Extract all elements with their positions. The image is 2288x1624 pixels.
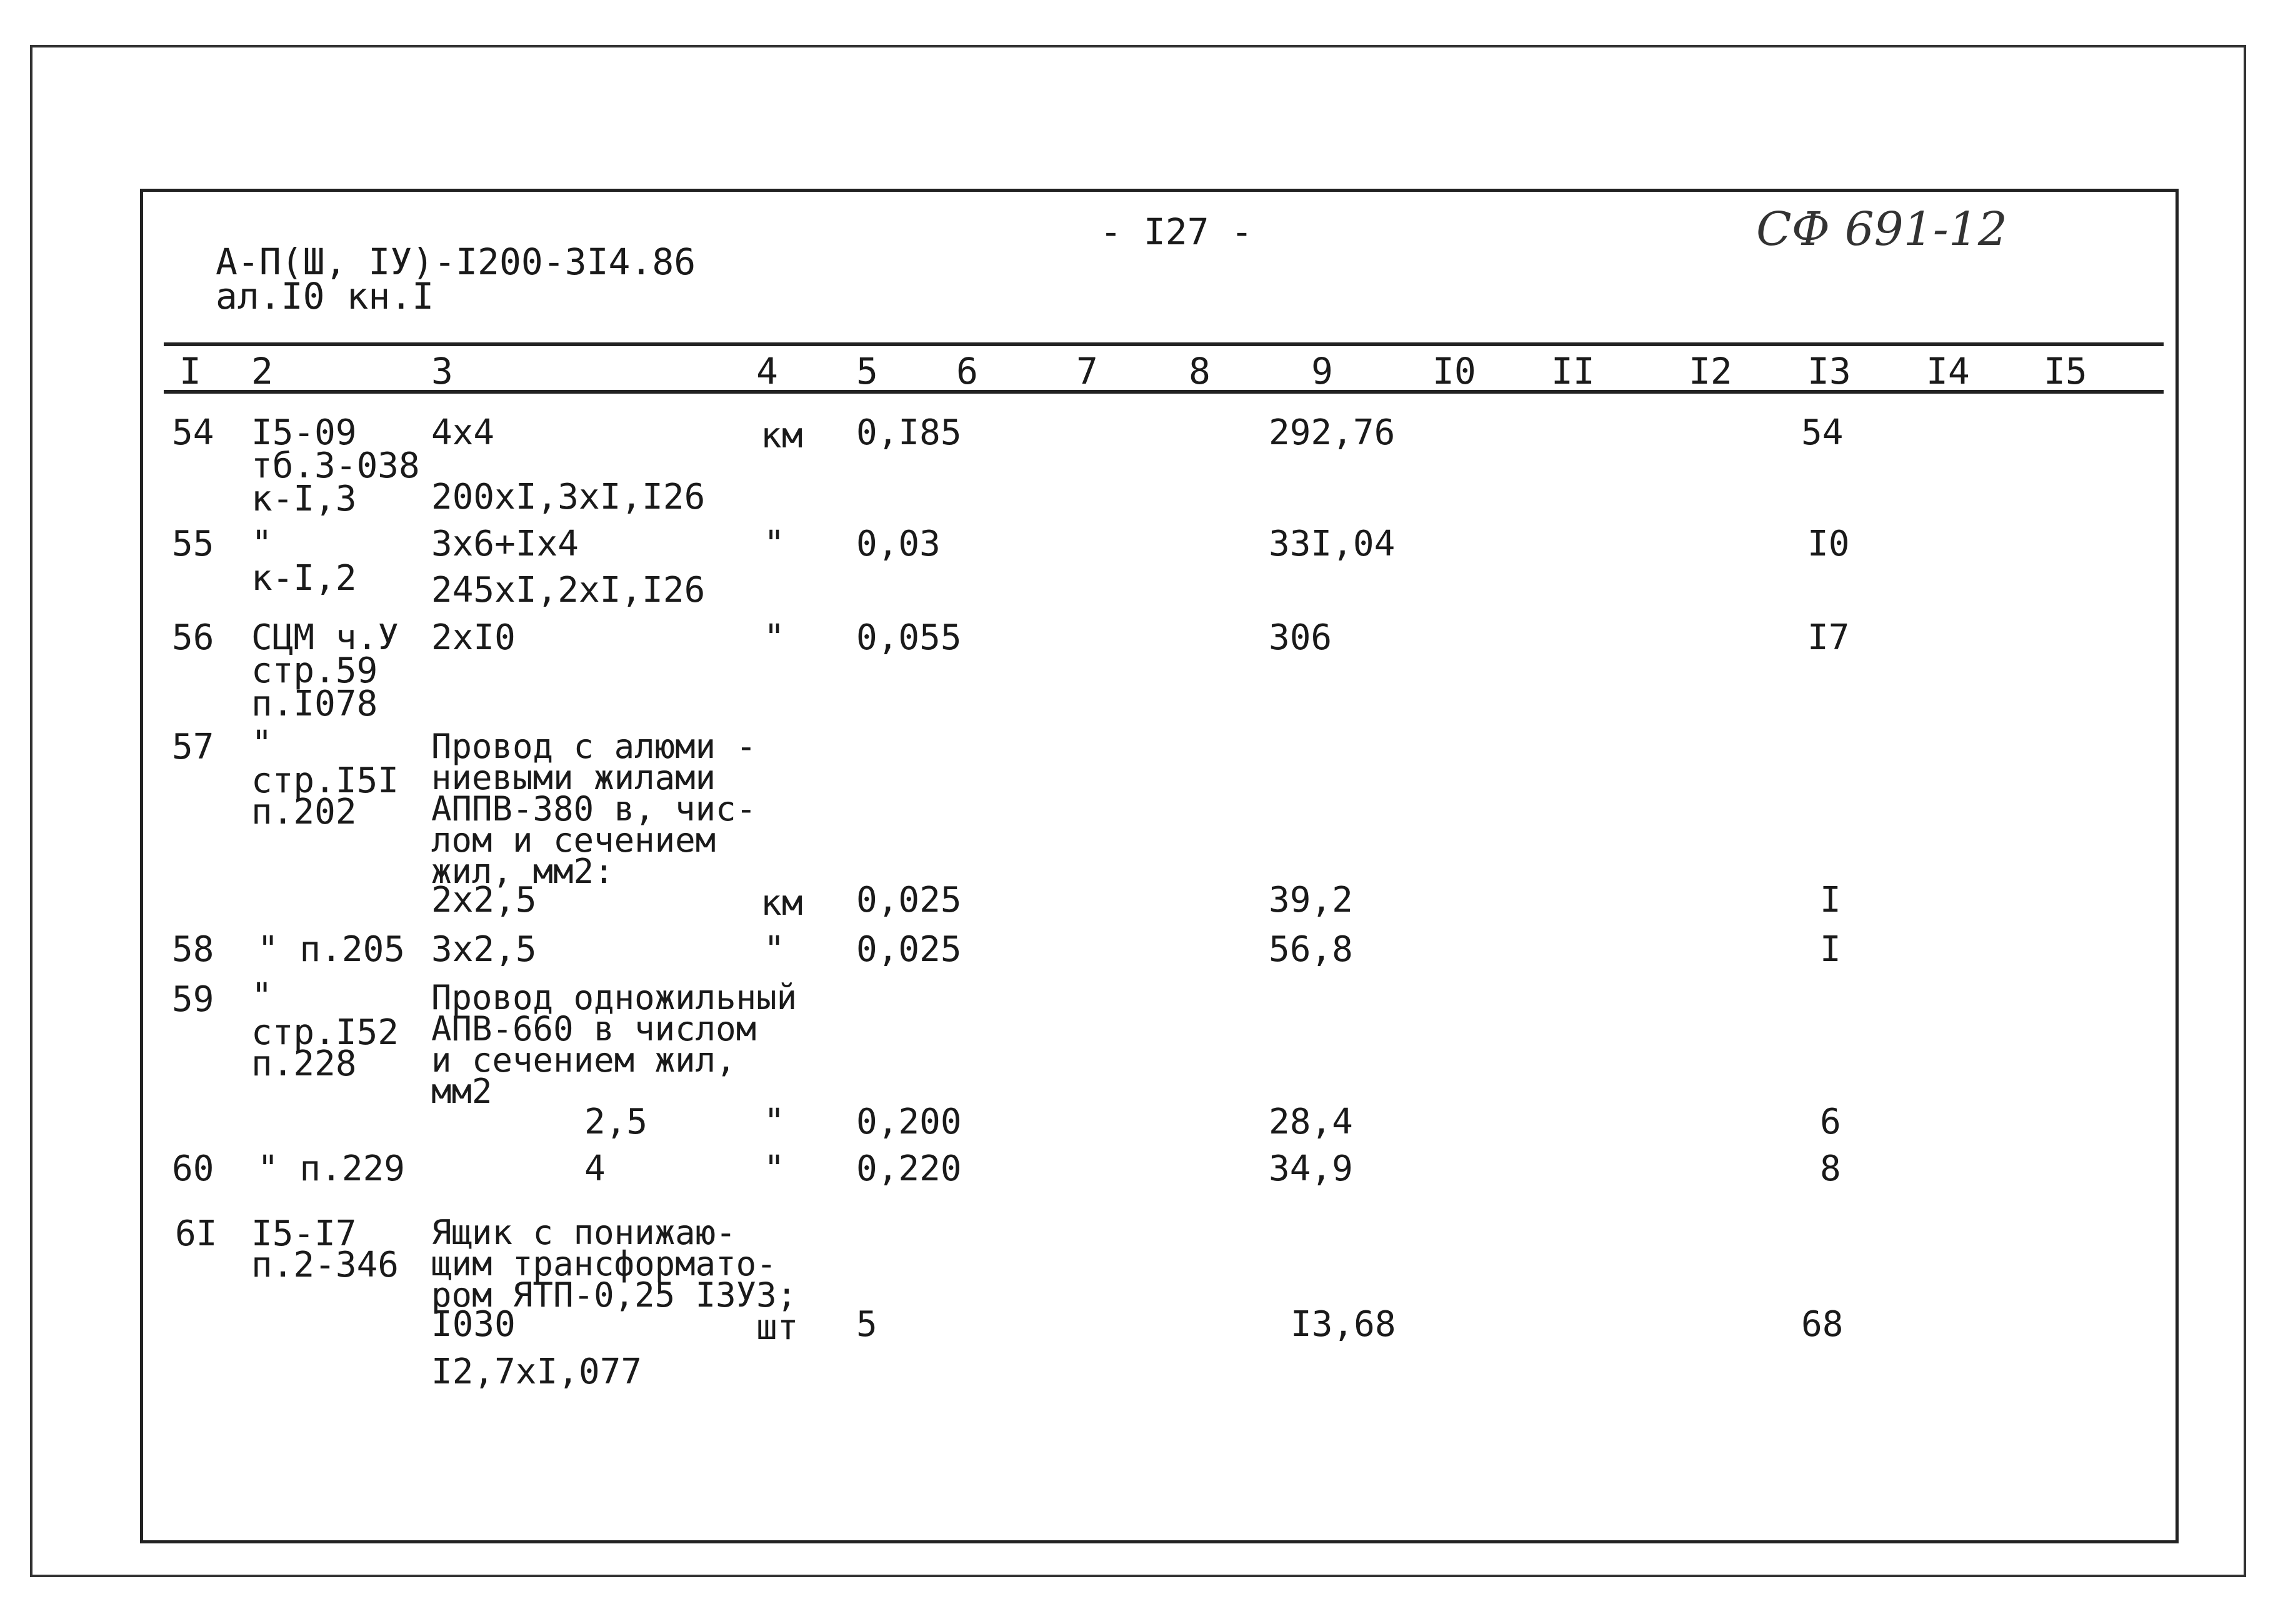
col-header-5: 5 [856,350,878,392]
row-reference: п.I078 [251,684,378,724]
row-price: 28,4 [1269,1102,1353,1142]
row-price: 33I,04 [1269,524,1396,564]
row-description: 2x2,5 [431,880,537,920]
row-description-text: Провод одножильный [431,978,797,1017]
col-header-2: 2 [251,350,273,392]
row-reference: стр.I52 [251,1012,399,1053]
row-quantity: 0,03 [856,524,941,564]
row-reference: стр.I5I [251,760,399,801]
row-reference: п.202 [251,792,357,832]
col-header-12: I2 [1689,350,1732,392]
row-col13: I [1820,929,1841,970]
row-description-text: щим трансформато- [431,1244,777,1283]
col-header-6: 6 [956,350,978,392]
row-price: 39,2 [1269,880,1353,920]
row-description-text: жил, мм2: [431,852,614,891]
header-top-rule [164,342,2164,346]
col-header-1: I [179,350,201,392]
row-description-text: ниевыми жилами [431,758,716,797]
row-col13: 6 [1820,1102,1841,1142]
row-reference: тб.3-038 [251,446,420,486]
row-col13: I0 [1807,524,1850,564]
row-description-secondary: I2,7xI,077 [431,1352,642,1392]
row-description: 3x6+Ix4 [431,524,579,564]
col-header-9: 9 [1311,350,1333,392]
row-col13: 54 [1801,412,1844,453]
col-header-10: I0 [1432,350,1476,392]
row-unit: " [764,617,785,658]
row-description-secondary: 245xI,2xI,I26 [431,570,706,610]
row-quantity: 0,025 [856,880,962,920]
handwritten-archive-mark: СФ 691-12 [1756,202,2007,256]
col-header-8: 8 [1189,350,1211,392]
col-header-14: I4 [1926,350,1970,392]
row-reference: I5-I7 [251,1213,357,1254]
col-header-15: I5 [2044,350,2087,392]
table-row-number: 6I [175,1213,217,1254]
row-quantity: 0,200 [856,1102,962,1142]
row-description-secondary: 200xI,3xI,I26 [431,477,706,517]
header-bottom-rule [164,390,2164,394]
row-description-text: АПВ-660 в числом [431,1009,757,1049]
row-description-text: АППВ-380 в, чис- [431,789,757,829]
row-reference: " [251,524,272,564]
row-unit: шт [756,1307,799,1348]
row-description: 4x4 [431,412,495,453]
row-description: 4 [584,1148,606,1189]
row-price: 292,76 [1269,412,1396,453]
col-header-13: I3 [1807,350,1851,392]
row-reference: " [251,724,272,764]
row-description: 2xI0 [431,617,516,658]
row-price: 34,9 [1269,1148,1353,1189]
row-col13: 8 [1820,1148,1841,1189]
row-col13: I [1820,880,1841,920]
row-description-text: ром ЯТП-0,25 I3У3; [431,1275,797,1315]
row-reference: к-I,3 [251,479,357,519]
row-reference: " п.229 [257,1148,406,1189]
row-quantity: 0,I85 [856,412,962,453]
row-reference: " [251,976,272,1017]
col-header-7: 7 [1076,350,1098,392]
row-reference: I5-09 [251,412,357,453]
table-row-number: 60 [172,1148,214,1189]
row-col13: I7 [1807,617,1850,658]
row-description-text: мм2 [431,1072,492,1111]
row-description-text: и сечением жил, [431,1040,736,1080]
document-code: А-П(Ш, IУ)-I200-3I4.86 [216,241,696,283]
table-row-number: 59 [172,979,214,1020]
row-quantity: 0,025 [856,929,962,970]
row-description: 2,5 [584,1102,648,1142]
row-unit: " [764,929,785,970]
row-reference: п.228 [251,1044,357,1084]
table-row-number: 57 [172,727,214,767]
row-price: 306 [1269,617,1332,658]
row-unit: " [764,524,785,564]
row-unit: " [764,1148,785,1189]
col-header-4: 4 [756,350,778,392]
page-number: - I27 - [1100,211,1253,253]
row-unit: км [761,416,803,456]
row-description: 3x2,5 [431,929,537,970]
table-row-number: 55 [172,524,214,564]
row-unit: " [764,1102,785,1142]
row-reference: п.2-346 [251,1245,399,1285]
row-reference: к-I,2 [251,558,357,599]
row-quantity: 5 [856,1304,877,1345]
row-reference: СЦМ ч.У [251,617,399,658]
table-row-number: 54 [172,412,214,453]
album-book-label: ал.I0 кн.I [216,275,434,317]
row-col13: 68 [1801,1304,1844,1345]
row-reference: " п.205 [257,929,406,970]
col-header-3: 3 [431,350,453,392]
table-row-number: 58 [172,929,214,970]
row-reference: стр.59 [251,650,378,691]
table-row-number: 56 [172,617,214,658]
row-quantity: 0,220 [856,1148,962,1189]
row-description: I030 [431,1304,516,1345]
row-description-text: лом и сечением [431,820,716,860]
row-price: 56,8 [1269,929,1353,970]
row-description-text: Провод с алюми - [431,727,757,766]
row-price: I3,68 [1291,1304,1396,1345]
col-header-11: II [1551,350,1595,392]
row-quantity: 0,055 [856,617,962,658]
row-unit: км [761,883,803,924]
row-description-text: Ящик с понижаю- [431,1213,736,1252]
